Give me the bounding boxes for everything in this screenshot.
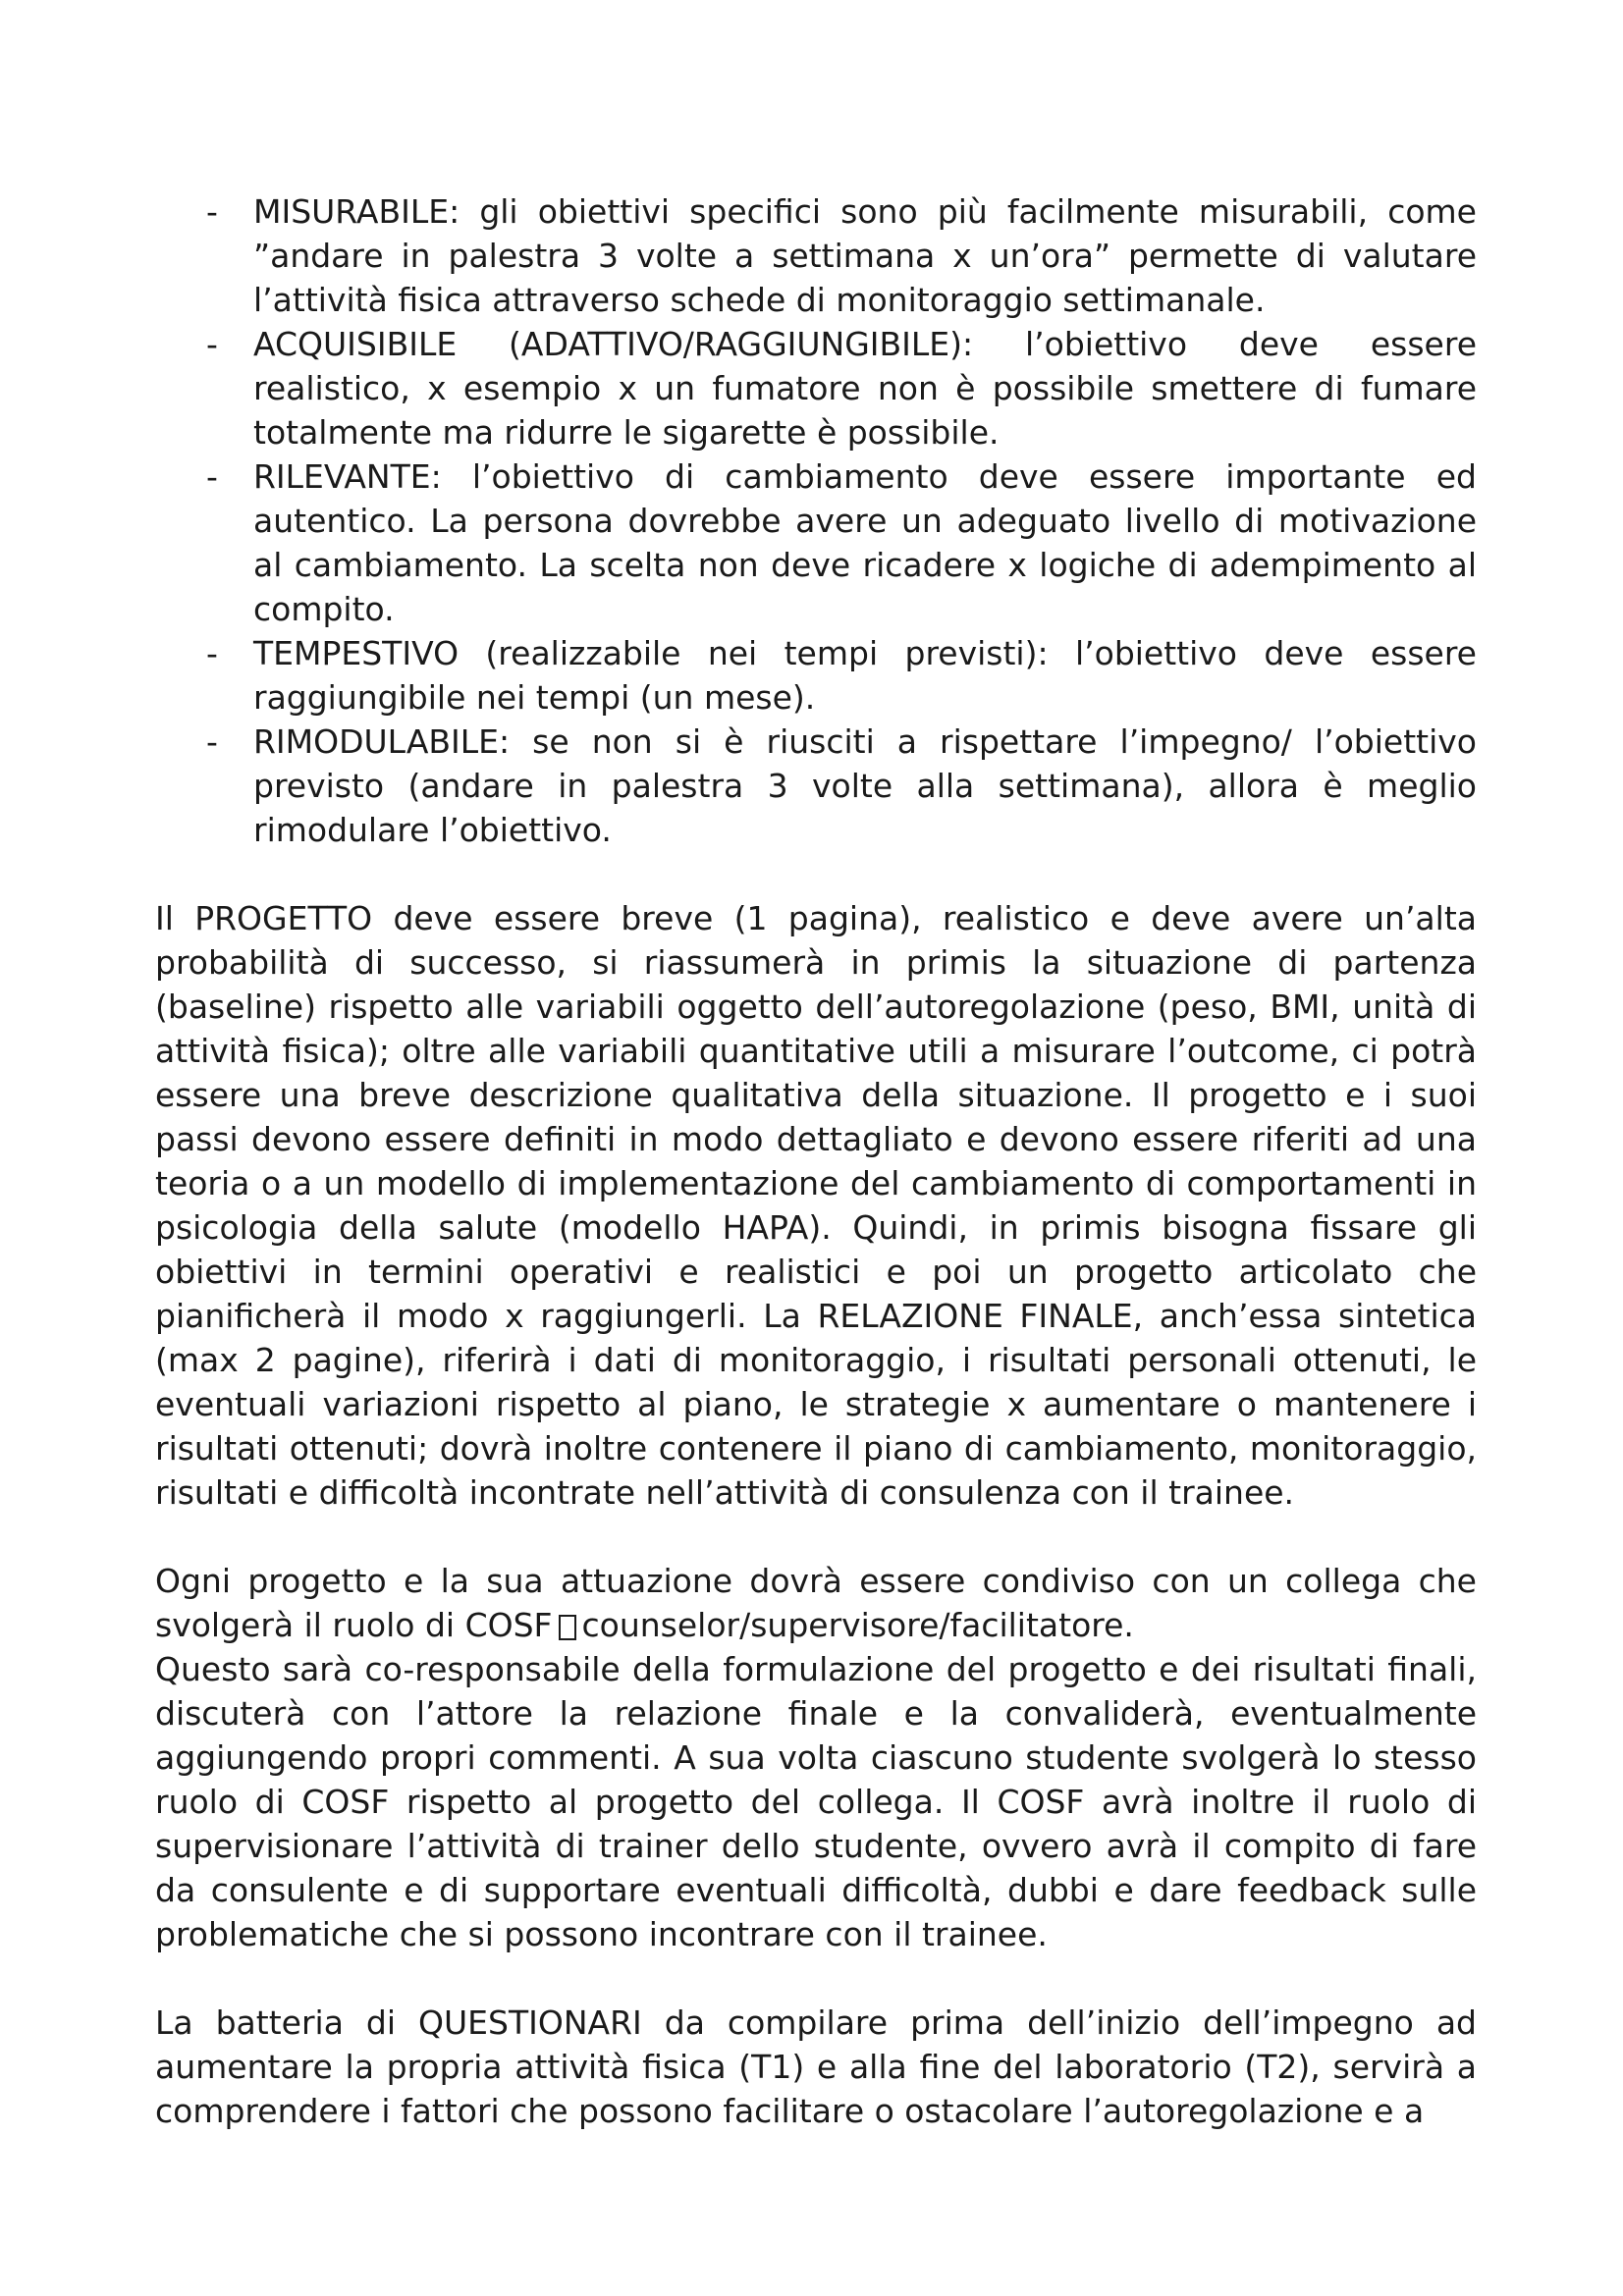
paragraph-gap [155, 1956, 1477, 2001]
condivisione-text: Ogni progetto e la sua attuazione dovrà essere condiviso con un collega che svolgerà il ruolo di COSF [155, 1562, 1477, 1644]
paragraph-condivisione [155, 1559, 1477, 1647]
list-item-text: RIMODULABILE: se non si è riusciti a rispettare l’impegno/ l’obiettivo previsto (andare in palestra 3 volte alla settimana), allora è meglio rimodulare l’obiettivo. [253, 722, 1477, 849]
condivisione-roles-text: counselor/supervisore/facilitatore. [581, 1606, 1134, 1644]
list-item-tempestivo [155, 631, 1477, 720]
list-item-misurabile [155, 189, 1477, 322]
list-item-text: TEMPESTIVO (realizzabile nei tempi previsti): l’obiettivo deve essere raggiungibile nei tempi (un mese). [253, 634, 1477, 717]
paragraph-gap [155, 852, 1477, 896]
list-item-text: MISURABILE: gli obiettivi specifici sono più facilmente misurabili, come ”andare in palestra 3 volte a settimana x un’ora” permette di valutare l’attività fisica attraverso schede di monitoraggio settimanale. [253, 192, 1477, 319]
list-item-rilevante [155, 454, 1477, 631]
bullet-marker: - [206, 192, 218, 231]
paragraph-cosf: Questo sarà co-responsabile della formulazione del progetto e dei risultati finali, discuterà con l’attore la relazione finale e la convaliderà, eventualmente aggiungendo propri commenti. A sua volta ciascuno studente svolgerà lo stesso ruolo di COSF rispetto al progetto del collega. Il COSF avrà inoltre il ruolo di supervisionare l’attività di trainer dello studente, ovvero avrà il compito di fare da consulente e di supportare eventuali difficoltà, dubbi e dare feedback sulle problematiche che si possono incontrare con il trainee. [155, 1650, 1477, 1953]
bullet-marker: - [206, 722, 218, 761]
missing-glyph-arrow-icon [559, 1615, 576, 1640]
bullet-marker: - [206, 325, 218, 363]
list-item-acquisibile [155, 322, 1477, 454]
list-item-text: RILEVANTE: l’obiettivo di cambiamento deve essere importante ed autentico. La persona dovrebbe avere un adeguato livello di motivazione al cambiamento. La scelta non deve ricadere x logiche di adempimento al compito. [253, 457, 1477, 628]
list-item-rimodulabile [155, 720, 1477, 852]
smart-criteria-list [155, 189, 1477, 852]
bullet-marker: - [206, 457, 218, 496]
list-item-text: ACQUISIBILE (ADATTIVO/RAGGIUNGIBILE): l’obiettivo deve essere realistico, x esempio x un fumatore non è possibile smettere di fumare totalmente ma ridurre le sigarette è possibile. [253, 325, 1477, 452]
page-body [155, 189, 1477, 2133]
paragraph-progetto: Il PROGETTO deve essere breve (1 pagina), realistico e deve avere un’alta probabilità di successo, si riassumerà in primis la situazione di partenza (baseline) rispetto alle variabili oggetto dell’autoregolazione (peso, BMI, unità di attività fisica); oltre alle variabili quantitative utili a misurare l’outcome, ci potrà essere una breve descrizione qualitativa della situazione. Il progetto e i suoi passi devono essere definiti in modo dettagliato e devono essere riferiti ad una teoria o a un modello di implementazione del cambiamento di comportamenti in psicologia della salute (modello HAPA). Quindi, in primis bisogna fissare gli obiettivi in termini operativi e realistici e poi un progetto articolato che pianificherà il modo x raggiungerli. La RELAZIONE FINALE, anch’essa sintetica (max 2 pagine), riferirà i dati di monitoraggio, i risultati personali ottenuti, le eventuali variazioni rispetto al piano, le strategie x aumentare o mantenere i risultati ottenuti; dovrà inoltre contenere il piano di cambiamento, monitoraggio, risultati e difficoltà incontrate nell’attività di consulenza con il trainee. [155, 899, 1477, 1512]
paragraph-gap [155, 1515, 1477, 1559]
bullet-marker: - [206, 634, 218, 672]
paragraph-questionari: La batteria di QUESTIONARI da compilare prima dell’inizio dell’impegno ad aumentare la propria attività fisica (T1) e alla fine del laboratorio (T2), servirà a comprendere i fattori che possono facilitare o ostacolare l’autoregolazione e a [155, 2003, 1477, 2130]
